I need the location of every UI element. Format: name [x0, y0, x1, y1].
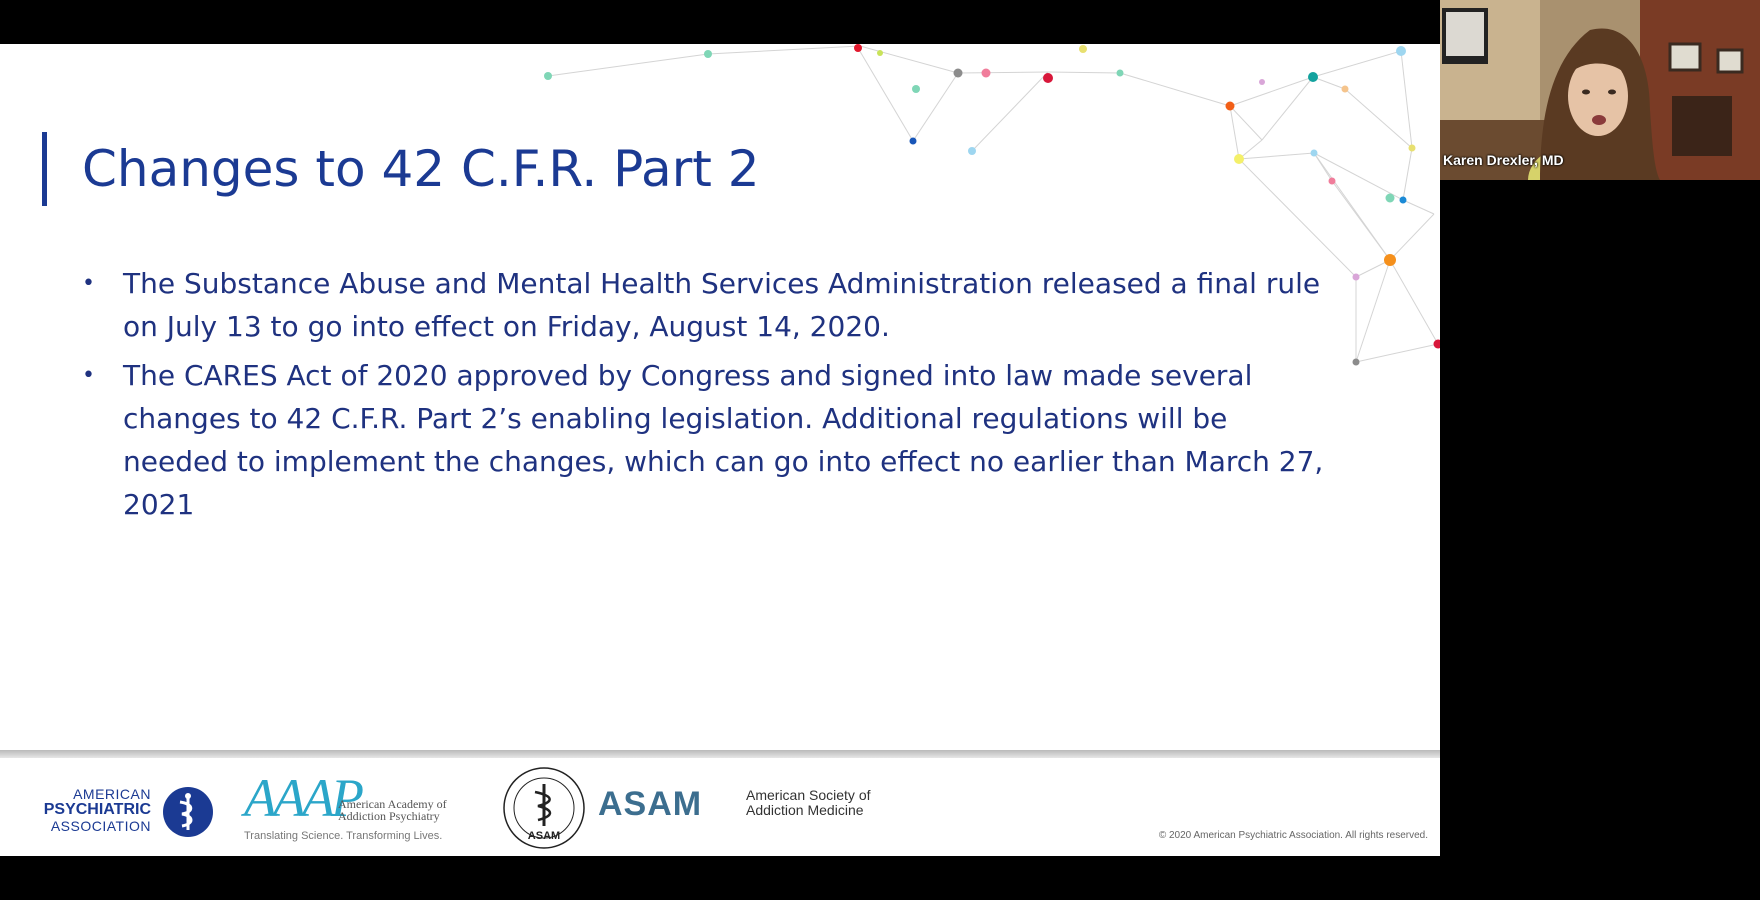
bullet-item	[80, 354, 1330, 526]
bullet-marker: •	[82, 363, 95, 388]
apa-line-2: PSYCHIATRIC	[43, 801, 151, 818]
aaap-name-line-2: Addiction Psychiatry	[338, 809, 440, 823]
slide-title: Changes to 42 C.F.R. Part 2	[82, 140, 760, 198]
asam-name	[746, 788, 871, 818]
bullet-item	[80, 262, 1330, 348]
footer-divider	[0, 750, 1440, 758]
asam-name-line-2: Addiction Medicine	[746, 802, 864, 818]
presenter-name-label: Karen Drexler, MD	[1443, 152, 1564, 168]
aaap-name-line-1: American Academy of	[338, 797, 447, 811]
aaap-tagline: Translating Science. Transforming Lives.	[244, 830, 443, 842]
bullet-list	[80, 262, 1330, 532]
apa-line-1: AMERICAN	[73, 786, 151, 802]
asam-seal-text: ASAM	[527, 830, 561, 842]
apa-line-3: ASSOCIATION	[50, 818, 151, 834]
bullet-text: The Substance Abuse and Mental Health Services Administration released a final rule on July 13 to go into effect on Friday, August 14, 2020.	[123, 267, 1321, 343]
aaap-mark: AAAP	[244, 768, 360, 828]
bullet-marker: •	[82, 271, 95, 296]
presenter-video-tile[interactable]	[1440, 0, 1760, 180]
aaap-name	[338, 798, 447, 822]
presentation-slide	[0, 44, 1440, 856]
slide-footer	[0, 760, 1440, 856]
copyright-notice: © 2020 American Psychiatric Association. All rights reserved.	[1158, 830, 1428, 841]
apa-logo	[16, 786, 216, 842]
bullet-text: The CARES Act of 2020 approved by Congress and signed into law made several changes to 42 C.F.R. Part 2’s enabling legislation. Additional regulations will be needed to implement the changes, which can go into effect no earlier than March 27, 2021	[123, 359, 1324, 521]
apa-wordmark	[16, 786, 151, 834]
title-accent-bar	[42, 132, 47, 206]
apa-seal-icon	[160, 786, 216, 842]
asam-name-line-1: American Society of	[746, 787, 871, 803]
aaap-logo	[244, 770, 474, 850]
asam-seal-icon	[502, 766, 586, 850]
asam-wordmark: ASAM	[598, 785, 703, 823]
